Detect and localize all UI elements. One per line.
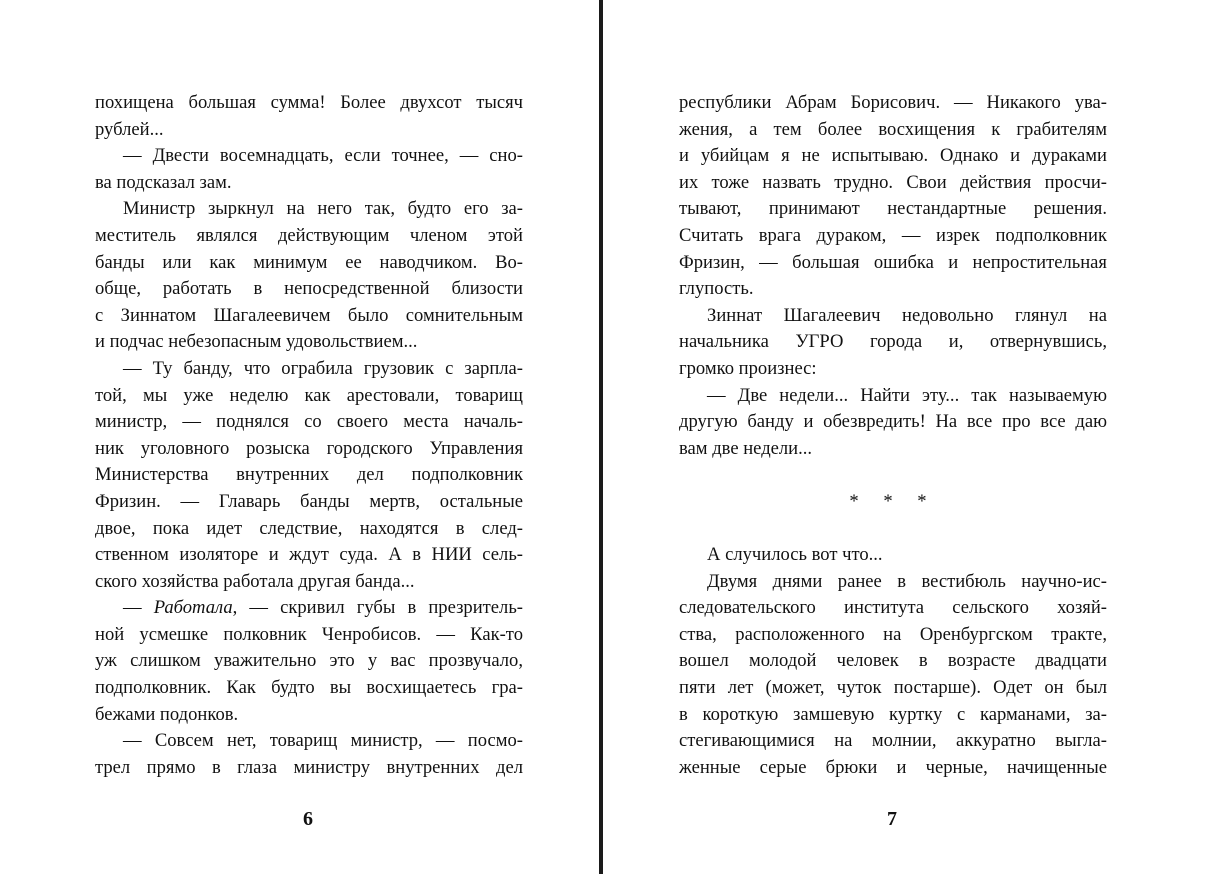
text-line: начальника УГРО города и, отвернувшись, <box>679 331 1107 353</box>
text-line: Министр зыркнул на него так, будто его за- <box>123 198 523 220</box>
text-line: трел прямо в глаза министру внутренних дел <box>95 756 523 778</box>
text-line: уж слишком уважительно это у вас прозвучало, <box>95 650 523 672</box>
text-line: в короткую замшевую куртку с карманами, за- <box>679 703 1107 725</box>
text-line: — Две недели... Найти эту... так называемую <box>707 384 1107 406</box>
text-line: министр, — поднялся со своего места началь- <box>95 411 523 433</box>
text-line: — Совсем нет, товарищ министр, — посмо- <box>123 730 523 752</box>
text-line: следовательского института сельского хозяй- <box>679 597 1107 619</box>
text-line: Считать врага дураком, — изрек подполковник <box>679 224 1107 246</box>
text-line-italic-start: — Работала, — скривил губы в презритель- <box>123 597 523 619</box>
italic-word: Работала <box>153 597 233 619</box>
section-break: * * * <box>849 490 937 512</box>
text-line: жения, а тем более восхищения к грабителям <box>679 118 1107 140</box>
text-line: и убийцам я не испытываю. Однако и дураками <box>679 145 1107 167</box>
text-line: стегивающимися на молнии, аккуратно выгла- <box>679 730 1107 752</box>
text-line: Зиннат Шагалеевич недовольно глянул на <box>707 304 1107 326</box>
text-line: — Двести восемнадцать, если точнее, — сно- <box>123 145 523 167</box>
text-line: ского хозяйства работала другая банда... <box>95 570 415 592</box>
text-line: республики Абрам Борисович. — Никакого ува- <box>679 92 1107 113</box>
text-line: А случилось вот что... <box>707 544 883 566</box>
text-line: ства, расположенного на Оренбургском тракте, <box>679 623 1107 645</box>
page-number-right: 7 <box>887 808 897 830</box>
text-fragment: , — скривил губы в презритель- <box>232 597 523 619</box>
text-line: тывают, принимают нестандартные решения. <box>679 198 1107 220</box>
text-line: рублей... <box>95 118 164 140</box>
book-spine <box>599 0 603 874</box>
text-line: и подчас небезопасным удовольствием... <box>95 331 418 353</box>
text-line: подполковник. Как будто вы восхищаетесь гра- <box>95 677 523 699</box>
text-line: Министерства внутренних дел подполковник <box>95 464 523 486</box>
text-line: ник уголовного розыска городского Управления <box>95 437 523 459</box>
text-line: глупость. <box>679 278 754 300</box>
text-line: вошел молодой человек в возрасте двадцати <box>679 650 1107 672</box>
text-line: той, мы уже неделю как арестовали, товарищ <box>95 384 523 406</box>
text-line: банды или как минимум ее наводчиком. Во- <box>95 251 523 273</box>
text-line: обще, работать в непосредственной близости <box>95 278 523 300</box>
text-line: вам две недели... <box>679 437 813 459</box>
text-line: Фризин, — большая ошибка и непростительная <box>679 251 1107 273</box>
text-line: другую банду и обезвредить! На все про все даю <box>679 411 1107 433</box>
text-line: женные серые брюки и черные, начищенные <box>679 756 1107 778</box>
text-line: ной усмешке полковник Ченробисов. — Как-то <box>95 623 523 645</box>
text-line: громко произнес: <box>679 357 817 379</box>
text-line: — Ту банду, что ограбила грузовик с зарпла- <box>123 357 523 379</box>
text-line: двое, пока идет следствие, находятся в след- <box>95 517 523 539</box>
text-line: ственном изоляторе и ждут суда. А в НИИ сель- <box>95 544 523 566</box>
text-line: их тоже назвать трудно. Свои действия просчи- <box>679 171 1107 193</box>
text-line: бежами подонков. <box>95 703 239 725</box>
text-line: с Зиннатом Шагалеевичем было сомнительным <box>95 304 523 326</box>
right-page <box>679 90 1107 781</box>
page-number-left: 6 <box>303 808 313 830</box>
left-page <box>95 90 523 781</box>
text-line: Двумя днями ранее в вестибюль научно-ис- <box>707 570 1107 592</box>
text-line: похищена большая сумма! Более двухсот тысяч <box>95 92 523 113</box>
blank-line <box>679 516 1107 543</box>
text-line: пяти лет (может, чуток постарше). Одет он был <box>679 677 1107 699</box>
text-line: Фризин. — Главарь банды мертв, остальные <box>95 490 523 512</box>
text-line: ва подсказал зам. <box>95 171 232 193</box>
text-line: меститель являлся действующим членом этой <box>95 224 523 246</box>
